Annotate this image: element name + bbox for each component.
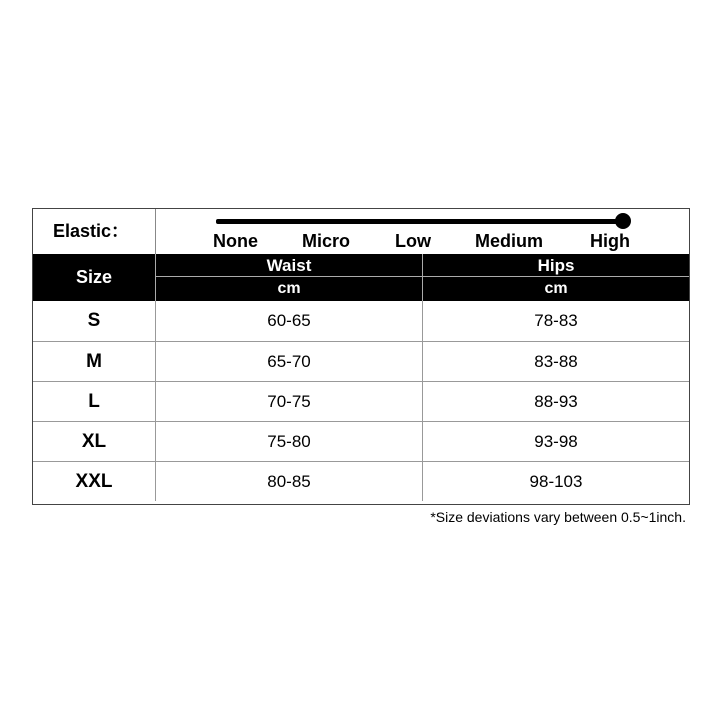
size-deviation-note: *Size deviations vary between 0.5~1inch.: [430, 509, 686, 525]
table-body: [33, 301, 689, 501]
size-cell: XL: [33, 422, 156, 461]
size-cell: S: [33, 301, 156, 341]
elastic-scale-bar: [216, 219, 620, 224]
size-cell: L: [33, 382, 156, 421]
hips-cell: 78-83: [534, 311, 578, 330]
table-row: [33, 461, 689, 501]
header-waist-column: [156, 254, 423, 301]
size-cell: XXL: [33, 462, 156, 501]
header-waist-unit: cm: [277, 280, 301, 297]
waist-cell: 75-80: [156, 422, 423, 461]
waist-cell: 65-70: [156, 342, 423, 381]
header-hips-column: [423, 254, 689, 301]
table-row: [33, 301, 689, 341]
elastic-level-high: High: [590, 231, 630, 251]
elastic-indicator-dot: [615, 213, 631, 229]
elastic-level-none: None: [213, 231, 258, 251]
elastic-level-low: Low: [395, 231, 431, 251]
hips-cell: 83-88: [534, 351, 578, 371]
hips-cell: 98-103: [529, 471, 583, 491]
header-waist: Waist: [156, 254, 422, 277]
elastic-level-medium: Medium: [475, 231, 544, 251]
table-header: [33, 254, 689, 301]
table-row: [33, 421, 689, 461]
elastic-label: Elastic：: [33, 209, 156, 254]
waist-cell: 80-85: [156, 462, 423, 501]
table-row: [33, 381, 689, 421]
size-cell: M: [33, 342, 156, 381]
table-row: [33, 341, 689, 381]
hips-cell: 88-93: [534, 391, 578, 411]
elastic-level-micro: Micro: [302, 231, 351, 251]
header-size: Size: [33, 254, 156, 301]
elastic-row: [33, 209, 689, 255]
header-hips: Hips: [423, 254, 689, 277]
waist-cell: 60-65: [156, 301, 423, 341]
hips-cell: 93-98: [534, 431, 578, 451]
waist-cell: 70-75: [156, 382, 423, 421]
size-chart: [32, 208, 690, 505]
header-hips-unit: cm: [544, 280, 568, 297]
